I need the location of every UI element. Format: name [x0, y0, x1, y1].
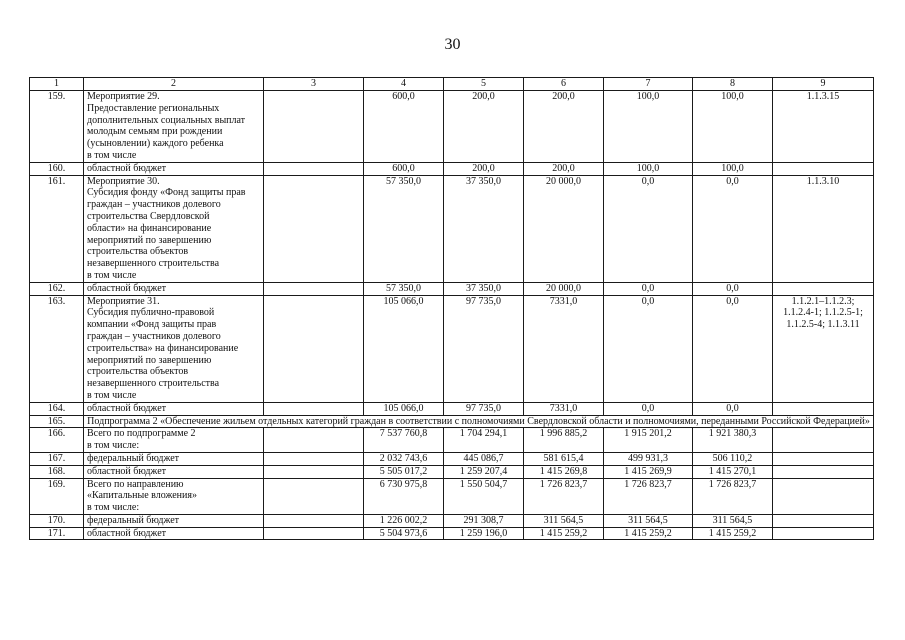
column-header: 5	[444, 78, 524, 91]
amount-cell: 100,0	[693, 91, 773, 163]
amount-cell: 1 415 269,9	[604, 465, 693, 478]
target-indicator-cell: 1.1.3.15	[773, 91, 874, 163]
amount-cell: 97 735,0	[444, 295, 524, 402]
table-row	[30, 282, 874, 295]
amount-cell: 1 726 823,7	[604, 478, 693, 514]
amount-cell: 0,0	[604, 175, 693, 282]
amount-cell: 6 730 975,8	[364, 478, 444, 514]
target-indicator-cell	[773, 428, 874, 453]
target-indicator-cell	[773, 282, 874, 295]
empty-cell	[264, 428, 364, 453]
amount-cell: 200,0	[524, 91, 604, 163]
column-header: 6	[524, 78, 604, 91]
amount-cell: 1 226 002,2	[364, 514, 444, 527]
amount-cell: 1 415 259,2	[604, 527, 693, 540]
row-number-cell: 168.	[30, 465, 84, 478]
table-row	[30, 514, 874, 527]
amount-cell: 0,0	[604, 295, 693, 402]
amount-cell: 100,0	[693, 162, 773, 175]
amount-cell: 1 726 823,7	[524, 478, 604, 514]
item-name-cell: Мероприятие 30. Субсидия фонду «Фонд защиты прав граждан – участников долевого строительства Свердловской области» на финансирование мероприятий по завершению строительства объектов незавершенного строительства в том числе	[84, 175, 264, 282]
amount-cell: 291 308,7	[444, 514, 524, 527]
amount-cell: 37 350,0	[444, 282, 524, 295]
table-row	[30, 415, 874, 428]
amount-cell: 105 066,0	[364, 295, 444, 402]
column-header: 4	[364, 78, 444, 91]
amount-cell: 1 704 294,1	[444, 428, 524, 453]
amount-cell: 37 350,0	[444, 175, 524, 282]
amount-cell: 200,0	[524, 162, 604, 175]
empty-cell	[264, 478, 364, 514]
amount-cell: 57 350,0	[364, 282, 444, 295]
item-name-cell: областной бюджет	[84, 527, 264, 540]
amount-cell: 1 915 201,2	[604, 428, 693, 453]
amount-cell: 506 110,2	[693, 452, 773, 465]
amount-cell: 581 615,4	[524, 452, 604, 465]
target-indicator-cell	[773, 527, 874, 540]
amount-cell: 57 350,0	[364, 175, 444, 282]
target-indicator-cell	[773, 514, 874, 527]
table-body	[30, 91, 874, 540]
target-indicator-cell	[773, 452, 874, 465]
amount-cell: 600,0	[364, 91, 444, 163]
empty-cell	[264, 162, 364, 175]
amount-cell: 97 735,0	[444, 402, 524, 415]
item-name-cell: областной бюджет	[84, 402, 264, 415]
amount-cell: 0,0	[604, 282, 693, 295]
amount-cell: 0,0	[693, 282, 773, 295]
empty-cell	[264, 452, 364, 465]
row-number-cell: 160.	[30, 162, 84, 175]
table-row	[30, 175, 874, 282]
amount-cell: 7 537 760,8	[364, 428, 444, 453]
amount-cell: 600,0	[364, 162, 444, 175]
amount-cell: 0,0	[693, 402, 773, 415]
amount-cell: 1 996 885,2	[524, 428, 604, 453]
empty-cell	[264, 91, 364, 163]
amount-cell: 311 564,5	[524, 514, 604, 527]
budget-table	[29, 77, 874, 540]
amount-cell: 100,0	[604, 91, 693, 163]
table-row	[30, 402, 874, 415]
item-name-cell: Всего по подпрограмме 2 в том числе:	[84, 428, 264, 453]
item-name-cell: федеральный бюджет	[84, 452, 264, 465]
amount-cell: 1 259 207,4	[444, 465, 524, 478]
row-number-cell: 169.	[30, 478, 84, 514]
amount-cell: 1 726 823,7	[693, 478, 773, 514]
target-indicator-cell: 1.1.3.10	[773, 175, 874, 282]
amount-cell: 499 931,3	[604, 452, 693, 465]
column-header: 9	[773, 78, 874, 91]
amount-cell: 1 415 259,2	[693, 527, 773, 540]
amount-cell: 0,0	[693, 295, 773, 402]
amount-cell: 20 000,0	[524, 282, 604, 295]
table-row	[30, 452, 874, 465]
empty-cell	[264, 175, 364, 282]
amount-cell: 0,0	[604, 402, 693, 415]
amount-cell: 311 564,5	[604, 514, 693, 527]
amount-cell: 100,0	[604, 162, 693, 175]
item-name-cell: областной бюджет	[84, 465, 264, 478]
table-row	[30, 162, 874, 175]
amount-cell: 5 504 973,6	[364, 527, 444, 540]
item-name-cell: Всего по направлению «Капитальные вложения» в том числе:	[84, 478, 264, 514]
row-number-cell: 164.	[30, 402, 84, 415]
amount-cell: 20 000,0	[524, 175, 604, 282]
empty-cell	[264, 465, 364, 478]
amount-cell: 1 921 380,3	[693, 428, 773, 453]
amount-cell: 7331,0	[524, 295, 604, 402]
amount-cell: 445 086,7	[444, 452, 524, 465]
subprogram-title-cell: Подпрограмма 2 «Обеспечение жильем отдельных категорий граждан в соответствии с полномочиями Свердловской области и полномочиями, переданными Российской Федерацией»	[84, 415, 874, 428]
row-number-cell: 163.	[30, 295, 84, 402]
target-indicator-cell: 1.1.2.1–1.1.2.3; 1.1.2.4-1; 1.1.2.5-1; 1.1.2.5-4; 1.1.3.11	[773, 295, 874, 402]
page-number: 30	[444, 36, 461, 53]
column-header: 7	[604, 78, 693, 91]
empty-cell	[264, 514, 364, 527]
table-row	[30, 295, 874, 402]
amount-cell: 5 505 017,2	[364, 465, 444, 478]
row-number-cell: 161.	[30, 175, 84, 282]
amount-cell: 7331,0	[524, 402, 604, 415]
target-indicator-cell	[773, 478, 874, 514]
row-number-cell: 167.	[30, 452, 84, 465]
column-header: 2	[84, 78, 264, 91]
row-number-cell: 166.	[30, 428, 84, 453]
table-row	[30, 527, 874, 540]
item-name-cell: федеральный бюджет	[84, 514, 264, 527]
column-header: 8	[693, 78, 773, 91]
amount-cell: 200,0	[444, 91, 524, 163]
item-name-cell: областной бюджет	[84, 282, 264, 295]
amount-cell: 2 032 743,6	[364, 452, 444, 465]
amount-cell: 1 550 504,7	[444, 478, 524, 514]
row-number-cell: 159.	[30, 91, 84, 163]
item-name-cell: Мероприятие 29. Предоставление региональных дополнительных социальных выплат молодым семьям при рождении (усыновлении) каждого ребенка в том числе	[84, 91, 264, 163]
amount-cell: 200,0	[444, 162, 524, 175]
target-indicator-cell	[773, 162, 874, 175]
column-header: 1	[30, 78, 84, 91]
target-indicator-cell	[773, 402, 874, 415]
row-number-cell: 165.	[30, 415, 84, 428]
item-name-cell: Мероприятие 31. Субсидия публично-правовой компании «Фонд защиты прав граждан – участников долевого строительства» на финансирование мероприятий по завершению строительства объектов незавершенного строительства в том числе	[84, 295, 264, 402]
amount-cell: 1 415 270,1	[693, 465, 773, 478]
empty-cell	[264, 527, 364, 540]
amount-cell: 1 415 269,8	[524, 465, 604, 478]
empty-cell	[264, 282, 364, 295]
table-row	[30, 91, 874, 163]
amount-cell: 311 564,5	[693, 514, 773, 527]
target-indicator-cell	[773, 465, 874, 478]
amount-cell: 105 066,0	[364, 402, 444, 415]
table-row	[30, 478, 874, 514]
item-name-cell: областной бюджет	[84, 162, 264, 175]
amount-cell: 0,0	[693, 175, 773, 282]
table-row	[30, 428, 874, 453]
column-header: 3	[264, 78, 364, 91]
amount-cell: 1 259 196,0	[444, 527, 524, 540]
empty-cell	[264, 295, 364, 402]
row-number-cell: 162.	[30, 282, 84, 295]
row-number-cell: 171.	[30, 527, 84, 540]
column-header-row	[30, 78, 874, 91]
empty-cell	[264, 402, 364, 415]
row-number-cell: 170.	[30, 514, 84, 527]
table-row	[30, 465, 874, 478]
amount-cell: 1 415 259,2	[524, 527, 604, 540]
